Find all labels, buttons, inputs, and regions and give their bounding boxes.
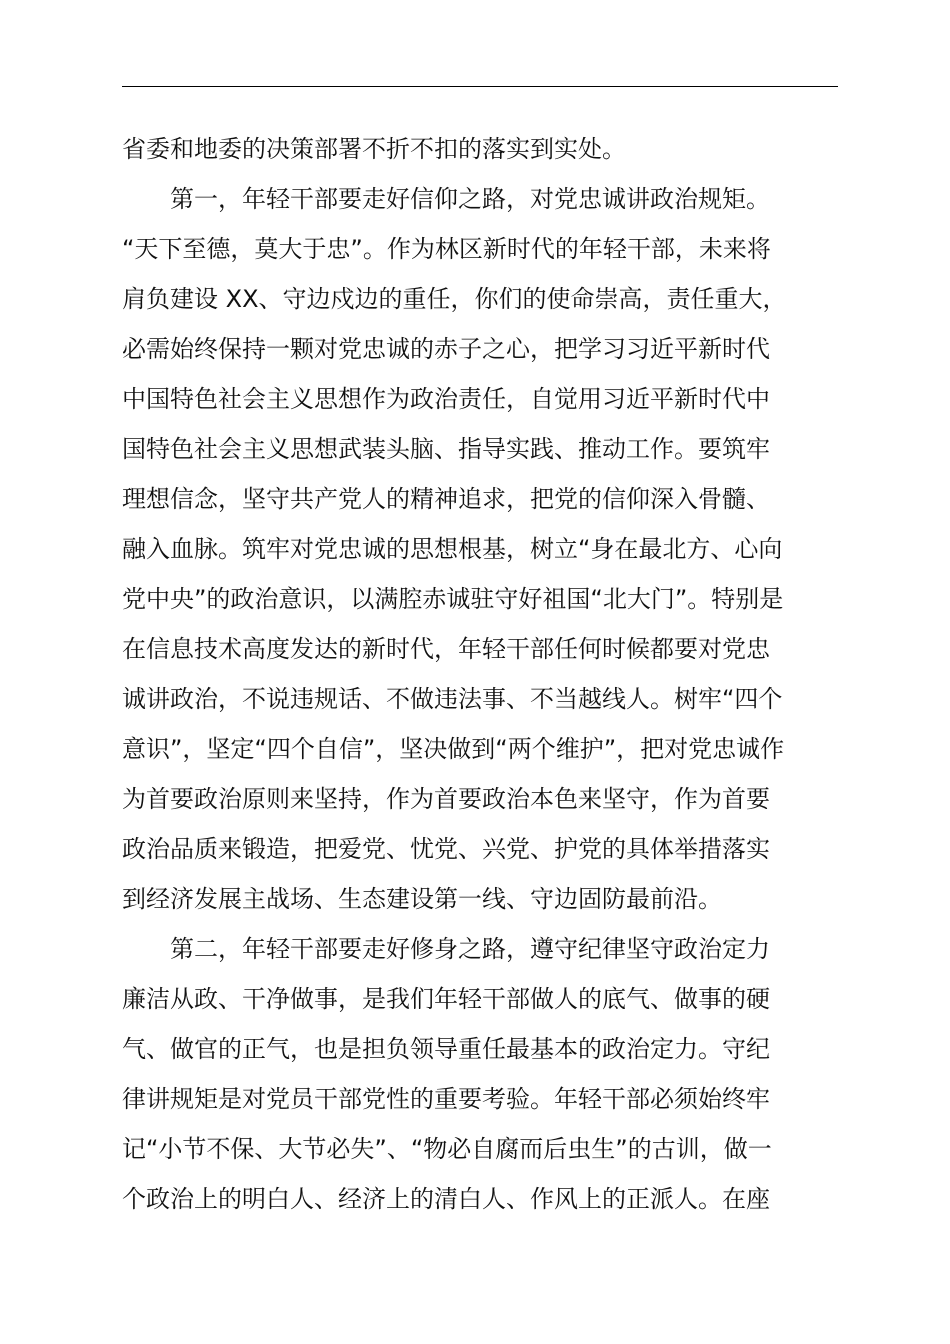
text-line: 国特色社会主义思想武装头脑、指导实践、推动工作。要筑牢 — [122, 435, 770, 463]
text-line: 理想信念，坚守共产党人的精神追求，把党的信仰深入骨髓、 — [122, 485, 770, 513]
text-line: 党中央”的政治意识，以满腔赤诚驻守好祖国“北大门”。特别是 — [122, 585, 784, 613]
text-line: 个政治上的明白人、经济上的清白人、作风上的正派人。在座 — [122, 1185, 770, 1213]
text-line: 意识”，坚定“四个自信”，坚决做到“两个维护”，把对党忠诚作 — [122, 735, 785, 763]
text-line: 到经济发展主战场、生态建设第一线、守边固防最前沿。 — [122, 885, 722, 913]
text-line: 廉洁从政、干净做事，是我们年轻干部做人的底气、做事的硬 — [122, 985, 770, 1013]
text-line: 第一，年轻干部要走好信仰之路，对党忠诚讲政治规矩。 — [122, 185, 770, 213]
text-line: 必需始终保持一颗对党忠诚的赤子之心，把学习习近平新时代 — [122, 335, 770, 363]
text-line: 政治品质来锻造，把爱党、忧党、兴党、护党的具体举措落实 — [122, 835, 770, 863]
text-line: 省委和地委的决策部署不折不扣的落实到实处。 — [122, 135, 626, 163]
header-rule — [122, 86, 838, 87]
text-line: 律讲规矩是对党员干部党性的重要考验。年轻干部必须始终牢 — [122, 1085, 770, 1113]
text-line: 中国特色社会主义思想作为政治责任，自觉用习近平新时代中 — [122, 385, 770, 413]
text-line: 气、做官的正气，也是担负领导重任最基本的政治定力。守纪 — [122, 1035, 770, 1063]
text-line: 肩负建设 XX、守边戍边的重任，你们的使命崇高，责任重大， — [122, 285, 787, 313]
text-line: “天下至德，莫大于忠”。作为林区新时代的年轻干部，未来将 — [122, 235, 771, 263]
text-line: 融入血脉。筑牢对党忠诚的思想根基，树立“身在最北方、心向 — [122, 535, 783, 563]
text-line: 诚讲政治，不说违规话、不做违法事、不当越线人。树牢“四个 — [122, 685, 783, 713]
text-line: 第二，年轻干部要走好修身之路，遵守纪律坚守政治定力 — [122, 935, 770, 963]
text-line: 为首要政治原则来坚持，作为首要政治本色来坚守，作为首要 — [122, 785, 770, 813]
text-line: 在信息技术高度发达的新时代，年轻干部任何时候都要对党忠 — [122, 635, 770, 663]
text-line: 记“小节不保、大节必失”、“物必自腐而后虫生”的古训，做一 — [122, 1135, 772, 1163]
